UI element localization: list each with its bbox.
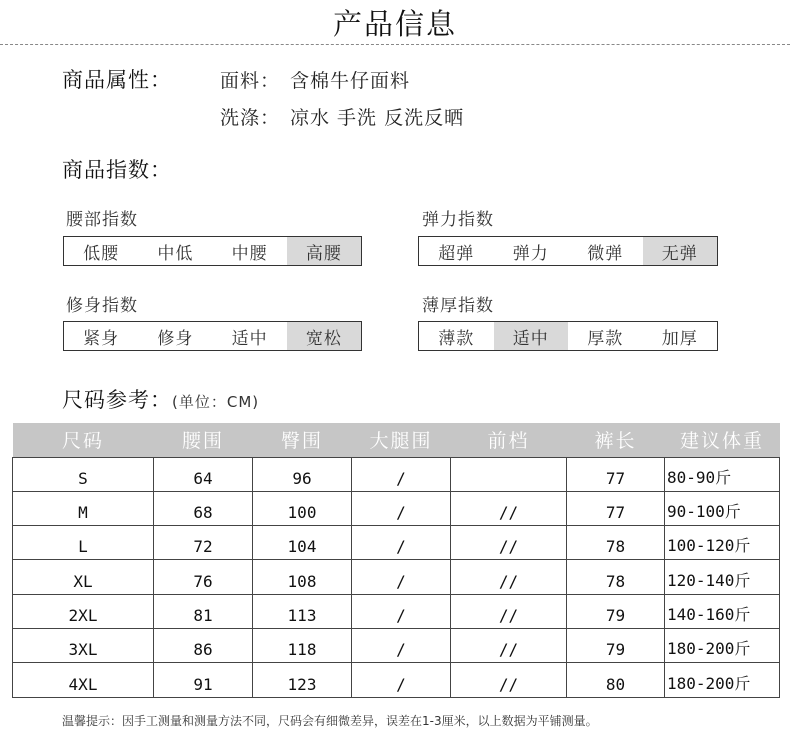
table-cell: 77 — [567, 491, 665, 525]
table-row — [13, 526, 780, 560]
elastic-option: 超弹 — [438, 243, 475, 264]
wash-value: 凉水 手洗 反洗反晒 — [290, 107, 465, 129]
table-cell: 120-140斤 — [665, 560, 780, 594]
fabric-value: 含棉牛仔面料 — [290, 70, 411, 92]
attributes-label: 商品属性： — [62, 68, 172, 92]
table-cell: / — [352, 457, 451, 491]
table-row — [13, 663, 780, 697]
thickness-option: 加厚 — [661, 328, 698, 349]
table-cell — [451, 457, 567, 491]
table-cell: // — [451, 663, 567, 697]
fit-index-title: 修身指数 — [66, 296, 138, 316]
elastic-index-title: 弹力指数 — [422, 210, 494, 230]
table-cell: 123 — [253, 663, 352, 697]
size-ref-title: 尺码参考： — [62, 388, 172, 412]
table-cell: 78 — [567, 526, 665, 560]
waist-index-bar — [63, 236, 362, 266]
fit-option: 适中 — [231, 328, 268, 349]
size-table-header — [13, 423, 780, 457]
fit-option: 修身 — [157, 328, 194, 349]
waist-option: 中低 — [157, 243, 194, 264]
elastic-option: 弹力 — [512, 243, 549, 264]
elastic-index-bar — [418, 236, 718, 266]
table-row — [13, 594, 780, 628]
table-cell: 76 — [154, 560, 253, 594]
waist-option: 低腰 — [83, 243, 120, 264]
table-row — [13, 560, 780, 594]
table-cell: 90-100斤 — [665, 491, 780, 525]
table-cell: 80 — [567, 663, 665, 697]
table-cell: 72 — [154, 526, 253, 560]
table-cell: 81 — [154, 594, 253, 628]
index-label: 商品指数： — [62, 158, 172, 182]
table-cell: // — [451, 594, 567, 628]
title-divider — [0, 44, 790, 45]
table-row — [13, 491, 780, 525]
table-cell: 100-120斤 — [665, 526, 780, 560]
fit-index-bar — [63, 321, 362, 351]
table-cell: 3XL — [13, 628, 154, 662]
fabric-line — [220, 66, 410, 93]
table-cell: 91 — [154, 663, 253, 697]
table-cell: // — [451, 491, 567, 525]
column-header: 建议体重 — [665, 423, 780, 457]
measurement-note: 温馨提示：因手工测量和测量方法不同，尺码会有细微差异，误差在1-3厘米，以上数据为平铺测量。 — [62, 714, 598, 728]
table-cell: / — [352, 663, 451, 697]
column-header: 腰围 — [154, 423, 253, 457]
elastic-option: 微弹 — [587, 243, 624, 264]
table-row — [13, 628, 780, 662]
table-cell: 77 — [567, 457, 665, 491]
wash-key: 洗涤： — [220, 107, 281, 129]
thickness-option: 适中 — [494, 322, 569, 350]
column-header: 前档 — [451, 423, 567, 457]
thickness-index-title: 薄厚指数 — [422, 296, 494, 316]
table-cell: 2XL — [13, 594, 154, 628]
table-cell: 180-200斤 — [665, 628, 780, 662]
table-cell: / — [352, 526, 451, 560]
table-cell: 79 — [567, 594, 665, 628]
table-cell: 180-200斤 — [665, 663, 780, 697]
table-cell: 96 — [253, 457, 352, 491]
table-cell: 113 — [253, 594, 352, 628]
table-cell: M — [13, 491, 154, 525]
table-cell: // — [451, 526, 567, 560]
table-cell: 86 — [154, 628, 253, 662]
waist-option: 中腰 — [231, 243, 268, 264]
column-header: 尺码 — [13, 423, 154, 457]
table-cell: 78 — [567, 560, 665, 594]
table-cell: S — [13, 457, 154, 491]
waist-index-title: 腰部指数 — [66, 210, 138, 230]
table-cell: 64 — [154, 457, 253, 491]
fabric-key: 面料： — [220, 70, 281, 92]
page-title: 产品信息 — [332, 7, 457, 41]
thickness-option: 薄款 — [438, 328, 475, 349]
table-cell: XL — [13, 560, 154, 594]
size-ref-label — [62, 384, 259, 414]
column-header: 臀围 — [253, 423, 352, 457]
table-cell: / — [352, 628, 451, 662]
table-cell: // — [451, 560, 567, 594]
table-cell: / — [352, 594, 451, 628]
table-cell: 68 — [154, 491, 253, 525]
table-cell: 118 — [253, 628, 352, 662]
fit-option: 紧身 — [83, 328, 120, 349]
column-header: 大腿围 — [352, 423, 451, 457]
thickness-option: 厚款 — [587, 328, 624, 349]
table-cell: / — [352, 560, 451, 594]
table-cell: // — [451, 628, 567, 662]
size-ref-unit: (单位：CM) — [172, 393, 260, 411]
fit-option: 宽松 — [287, 322, 361, 350]
table-cell: 100 — [253, 491, 352, 525]
waist-option: 高腰 — [287, 237, 361, 265]
column-header: 裤长 — [567, 423, 665, 457]
size-table — [12, 423, 780, 698]
table-cell: 104 — [253, 526, 352, 560]
wash-line — [220, 103, 464, 130]
table-row — [13, 457, 780, 491]
table-cell: 140-160斤 — [665, 594, 780, 628]
table-cell: / — [352, 491, 451, 525]
thickness-index-bar — [418, 321, 718, 351]
elastic-option: 无弹 — [643, 237, 718, 265]
table-cell: 80-90斤 — [665, 457, 780, 491]
table-cell: L — [13, 526, 154, 560]
table-cell: 79 — [567, 628, 665, 662]
table-cell: 4XL — [13, 663, 154, 697]
table-cell: 108 — [253, 560, 352, 594]
